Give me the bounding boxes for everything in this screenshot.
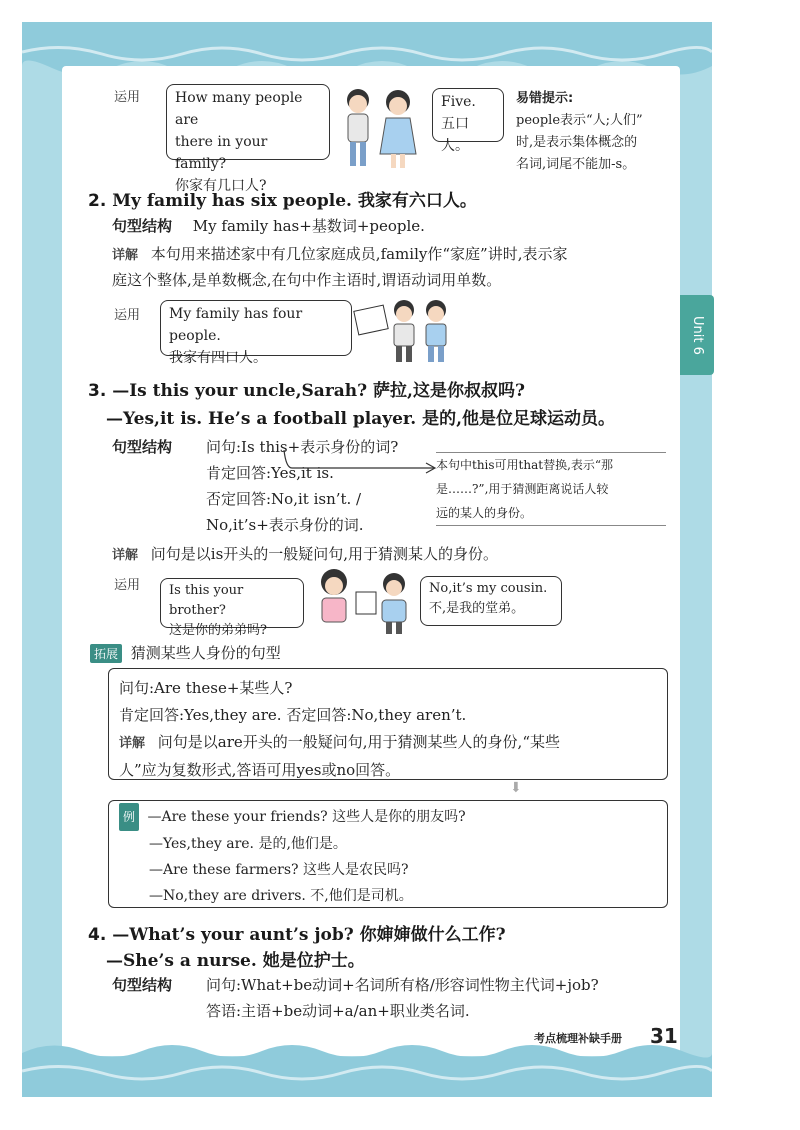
note-line: 是……?”,用于猜测距离说话人较 <box>436 482 609 496</box>
question-bubble-1 <box>166 84 330 194</box>
example-badge: 例 <box>119 803 139 831</box>
detail-text-2: 庭这个整体,是单数概念,在句中作主语时,谓语动词用单数。 <box>112 271 502 289</box>
bubble-line: 不,是我的堂弟。 <box>429 601 525 616</box>
structure-label: 句型结构 <box>112 217 173 235</box>
bubble-line: there in your family? <box>175 134 268 172</box>
section-number: 2. <box>88 191 107 211</box>
expand-answers: 肯定回答:Yes,they are. 否定回答:No,they aren’t. <box>119 706 467 724</box>
structure-question: 问句:What+be动词+名词所有格/形容词性物主代词+job? <box>206 976 599 994</box>
use-label-1: 运用 <box>114 90 141 105</box>
detail-text: 问句是以is开头的一般疑问句,用于猜测某人的身份。 <box>150 545 499 563</box>
note-line: 远的某人的身份。 <box>436 506 533 520</box>
note-arrow <box>280 446 440 486</box>
tip-title: 易错提示: <box>516 91 574 106</box>
page-number: 31 <box>650 1024 678 1048</box>
section-4-line-2: —She’s a nurse. 她是位护士。 <box>106 951 365 971</box>
example-box <box>108 800 668 908</box>
use-label-3: 运用 <box>114 578 141 593</box>
structure-negative-1: 否定回答:No,it isn’t. / <box>206 490 362 508</box>
detail-label: 详解 <box>119 736 146 751</box>
structure-row-2 <box>112 214 425 239</box>
bubble-line: Is this your brother? <box>169 583 244 618</box>
structure-text: My family has+基数词+people. <box>192 217 425 235</box>
bubble-line: 我家有四口人。 <box>169 350 267 366</box>
down-arrow-icon: ⬇ <box>510 780 522 796</box>
section-title-text: My family has six people. 我家有六口人。 <box>112 191 477 211</box>
structure-answer: 答语:主语+be动词+a/an+职业类名词. <box>206 1002 470 1020</box>
use-bubble-2 <box>160 300 352 366</box>
example-line: —No,they are drivers. 不,他们是司机。 <box>149 888 413 904</box>
unit-side-tab: Unit 6 <box>680 295 714 375</box>
section-3-line-2: —Yes,it is. He’s a football player. 是的,他是位足球运动员。 <box>106 409 616 429</box>
answer-bubble-1 <box>432 88 504 154</box>
structure-4-block <box>206 972 599 1024</box>
example-content <box>119 803 466 909</box>
bubble-line: 你家有几口人? <box>175 178 267 194</box>
detail-label: 详解 <box>112 548 139 563</box>
bubble-line: No,it’s my cousin. <box>429 581 548 596</box>
section-line-1-text: —What’s your aunt’s job? 你婶婶做什么工作? <box>112 925 506 945</box>
detail-2 <box>112 242 672 293</box>
example-line: —Yes,they are. 是的,他们是。 <box>149 836 347 852</box>
section-2-title <box>88 186 477 211</box>
structure-label-3: 句型结构 <box>112 438 173 456</box>
section-number: 4. <box>88 925 107 945</box>
detail-text-2: 人”应为复数形式,答语可用yes或no回答。 <box>119 761 401 779</box>
expand-content <box>119 675 560 784</box>
example-line: —Are these farmers? 这些人是农民吗? <box>149 862 409 878</box>
detail-text: 问句是以are开头的一般疑问句,用于猜测某些人的身份,“某些 <box>157 733 560 751</box>
section-4-line-1 <box>88 920 506 945</box>
children-with-photo-illustration <box>306 566 418 636</box>
detail-label: 详解 <box>112 248 139 263</box>
expand-badge: 拓展 <box>90 644 122 663</box>
structure-negative-2: No,it’s+表示身份的词. <box>206 516 364 534</box>
expand-title: 猜测某些人身份的句型 <box>130 644 281 662</box>
expand-heading <box>90 642 281 663</box>
bubble-line: Five. <box>441 94 476 110</box>
use-label-2: 运用 <box>114 308 141 323</box>
structure-positive: 肯定回答:Yes,it is. <box>206 464 334 482</box>
bubble-line: My family has four people. <box>169 306 303 344</box>
tip-line: 时,是表示集体概念的 <box>516 135 638 150</box>
note-line: 本句中this可用that替换,表示“那 <box>436 458 614 472</box>
question-bubble-3 <box>160 578 304 638</box>
two-children-illustration <box>336 84 426 174</box>
example-line: —Are these your friends? 这些人是你的朋友吗? <box>147 809 466 825</box>
answer-bubble-3 <box>420 576 562 626</box>
section-3-line-1 <box>88 376 525 401</box>
structure-question: 问句:Is this+表示身份的词? <box>206 438 399 456</box>
bubble-line: 这是你的弟弟吗? <box>169 623 267 638</box>
section-number: 3. <box>88 381 107 401</box>
boys-with-photo-illustration <box>352 296 452 364</box>
tip-line: 名词,词尾不能加-s。 <box>516 157 636 172</box>
detail-text: 本句用来描述家中有几位家庭成员,family作“家庭”讲时,表示家 <box>150 245 568 263</box>
bubble-line: 五口人。 <box>441 116 469 154</box>
tip-line: people表示“人;人们” <box>516 113 643 128</box>
note-box-3 <box>436 452 666 526</box>
bubble-line: How many people are <box>175 90 303 128</box>
structure-label-4: 句型结构 <box>112 976 173 994</box>
tip-box <box>516 88 676 176</box>
expand-box <box>108 668 668 780</box>
detail-3 <box>112 542 498 568</box>
expand-question: 问句:Are these+某些人? <box>119 679 293 697</box>
footer-caption: 考点梳理补缺手册 <box>534 1032 622 1045</box>
section-line-1-text: —Is this your uncle,Sarah? 萨拉,这是你叔叔吗? <box>112 381 525 401</box>
